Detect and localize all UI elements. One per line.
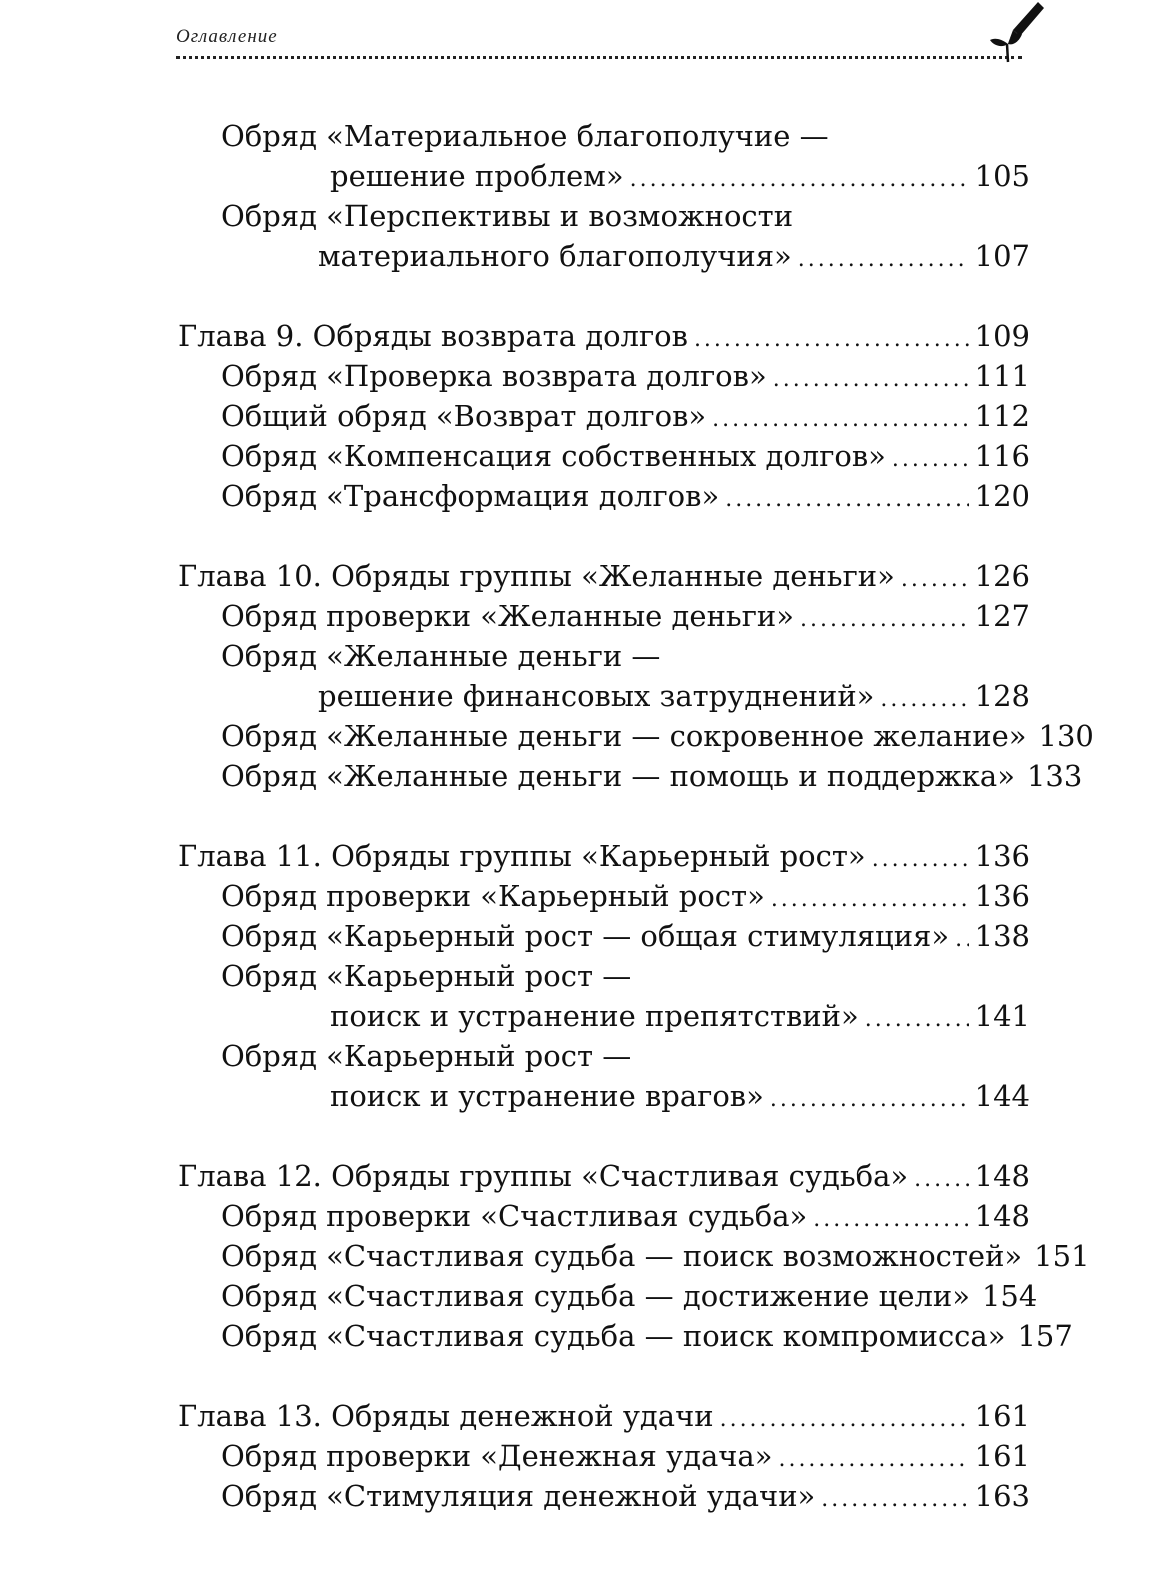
dot-leader	[771, 880, 969, 920]
toc-rite-entry[interactable]	[178, 636, 1030, 716]
toc-entry-title: Обряд «Проверка возврата долгов»	[221, 359, 767, 393]
toc-entry-title-continuation: материального благополучия»	[318, 239, 792, 273]
dot-leader	[630, 160, 969, 200]
toc-chapter-entry[interactable]	[178, 1156, 1030, 1196]
toc-entry-title: Глава 10. Обряды группы «Желанные деньги»	[178, 559, 895, 593]
toc-rite-entry[interactable]	[178, 1236, 1090, 1276]
toc-entry-line	[178, 1236, 1090, 1276]
toc-entry-line	[178, 196, 1030, 236]
toc-entry-title: Обряд проверки «Карьерный рост»	[221, 879, 765, 913]
toc-entry-title: Общий обряд «Возврат долгов»	[221, 399, 707, 433]
dot-leader	[901, 560, 969, 600]
toc-entry-line	[178, 956, 1030, 996]
toc-entry-line	[178, 356, 1030, 396]
toc-entry-title: Обряд «Желанные деньги —	[221, 639, 661, 673]
toc-chapter-entry[interactable]	[178, 1396, 1030, 1436]
toc-chapter-entry[interactable]	[178, 556, 1030, 596]
toc-entry-line	[178, 316, 1030, 356]
toc-page-number: 105	[974, 159, 1030, 193]
toc-rite-entry[interactable]	[178, 716, 1094, 756]
toc-entry-title-continuation: поиск и устранение врагов»	[330, 1079, 764, 1113]
toc-page-number: 111	[974, 359, 1030, 393]
toc-entry-line	[178, 476, 1030, 516]
dot-leader	[800, 600, 969, 640]
toc-entry-continuation	[178, 1076, 1030, 1116]
toc-chapter-entry[interactable]	[178, 836, 1030, 876]
toc-rite-entry[interactable]	[178, 916, 1030, 956]
toc-page-number: 154	[981, 1279, 1038, 1313]
toc-entry-continuation	[178, 236, 1030, 276]
toc-entry-title-continuation: решение финансовых затруднений»	[318, 679, 875, 713]
dot-leader	[773, 360, 969, 400]
toc-page-number: 126	[974, 559, 1030, 593]
toc-rite-entry[interactable]	[178, 1196, 1030, 1236]
toc-entry-title: Глава 11. Обряды группы «Карьерный рост»	[178, 839, 866, 873]
toc-entry-title: Обряд «Материальное благополучие —	[221, 119, 829, 153]
toc-page-number: 107	[974, 239, 1030, 273]
toc-rite-entry[interactable]	[178, 1316, 1073, 1356]
dot-leader	[865, 1000, 969, 1040]
toc-entry-title: Обряд «Стимуляция денежной удачи»	[221, 1479, 816, 1513]
toc-entry-title: Обряд «Компенсация собственных долгов»	[221, 439, 886, 473]
toc-rite-entry[interactable]	[178, 476, 1030, 516]
toc-entry-title-continuation: решение проблем»	[330, 159, 624, 193]
toc-entry-title: Обряд «Счастливая судьба — поиск возможностей»	[221, 1239, 1023, 1273]
toc-entry-title: Обряд «Счастливая судьба — поиск компромисса»	[221, 1319, 1006, 1353]
toc-entry-continuation	[178, 156, 1030, 196]
toc-rite-entry[interactable]	[178, 1436, 1030, 1476]
toc-page-number: 116	[974, 439, 1030, 473]
toc-entry-title: Обряд «Желанные деньги — помощь и поддержка»	[221, 759, 1015, 793]
toc-entry-title: Обряд «Карьерный рост — общая стимуляция»	[221, 919, 950, 953]
toc-rite-entry[interactable]	[178, 196, 1030, 276]
dot-leader	[725, 480, 968, 520]
dot-leader	[770, 1080, 969, 1120]
toc-rite-entry[interactable]	[178, 116, 1030, 196]
toc-page-number: 128	[974, 679, 1030, 713]
toc-page-number: 133	[1026, 759, 1083, 793]
toc-rite-entry[interactable]	[178, 1276, 1038, 1316]
running-header	[176, 24, 1022, 64]
toc-page-number: 130	[1038, 719, 1094, 753]
toc-entry-title: Обряд «Карьерный рост —	[221, 959, 632, 993]
toc-entry-line	[178, 636, 1030, 676]
toc-entry-title: Обряд «Счастливая судьба — достижение цели»	[221, 1279, 970, 1313]
toc-entry-title: Обряд «Карьерный рост —	[221, 1039, 632, 1073]
toc-entry-line	[178, 596, 1030, 636]
toc-entry-title: Обряд проверки «Счастливая судьба»	[221, 1199, 808, 1233]
toc-page-number: 141	[974, 999, 1030, 1033]
toc-entry-continuation	[178, 996, 1030, 1036]
toc-rite-entry[interactable]	[178, 436, 1030, 476]
toc-rite-entry[interactable]	[178, 1476, 1030, 1516]
toc-entry-line	[178, 436, 1030, 476]
toc-entry-line	[178, 1036, 1030, 1076]
dot-leader	[892, 440, 969, 480]
toc-rite-entry[interactable]	[178, 1036, 1030, 1116]
toc-entry-line	[178, 716, 1094, 756]
header-title: Оглавление	[176, 26, 278, 47]
toc-entry-line	[178, 756, 1083, 796]
toc-page-number: 157	[1017, 1319, 1073, 1353]
toc-entry-line	[178, 876, 1030, 916]
toc-entry-line	[178, 1156, 1030, 1196]
dot-leader	[821, 1480, 968, 1520]
toc-entry-line	[178, 116, 1030, 156]
toc-page-number: 112	[974, 399, 1030, 433]
toc-page-number: 136	[974, 879, 1030, 913]
toc-entry-continuation	[178, 676, 1030, 716]
toc-rite-entry[interactable]	[178, 756, 1083, 796]
dot-leader	[694, 320, 969, 360]
dot-leader	[778, 1440, 968, 1480]
dot-leader	[955, 920, 969, 960]
toc-entry-line	[178, 836, 1030, 876]
toc-entry-line	[178, 1436, 1030, 1476]
toc-entry-line	[178, 1396, 1030, 1436]
toc-entry-line	[178, 916, 1030, 956]
toc-page-number: 138	[974, 919, 1030, 953]
toc-page-number: 109	[974, 319, 1030, 353]
toc-entry-line	[178, 396, 1030, 436]
dot-leader	[798, 240, 969, 280]
dot-leader	[720, 1400, 969, 1440]
toc-page-number: 136	[974, 839, 1030, 873]
toc-entry-line	[178, 1276, 1038, 1316]
dot-leader	[880, 680, 968, 720]
dot-leader	[872, 840, 969, 880]
toc-page-number: 148	[974, 1159, 1030, 1193]
toc-entry-title: Обряд «Перспективы и возможности	[221, 199, 794, 233]
dot-leader	[813, 1200, 968, 1240]
toc-page-number: 163	[974, 1479, 1030, 1513]
toc-entry-title: Глава 9. Обряды возврата долгов	[178, 319, 688, 353]
toc-entry-title: Обряд «Трансформация долгов»	[221, 479, 720, 513]
toc-entry-line	[178, 1196, 1030, 1236]
toc-page-number: 144	[974, 1079, 1030, 1113]
toc-entry-title: Глава 13. Обряды денежной удачи	[178, 1399, 714, 1433]
toc-entry-line	[178, 556, 1030, 596]
toc-entry-title: Глава 12. Обряды группы «Счастливая судьба»	[178, 1159, 909, 1193]
toc-entry-line	[178, 1316, 1073, 1356]
toc-page-number: 151	[1034, 1239, 1090, 1273]
toc-page-number: 161	[974, 1399, 1030, 1433]
toc-entry-title: Обряд проверки «Денежная удача»	[221, 1439, 773, 1473]
toc-rite-entry[interactable]	[178, 876, 1030, 916]
toc-rite-entry[interactable]	[178, 356, 1030, 396]
toc-entry-title-continuation: поиск и устранение препятствий»	[330, 999, 859, 1033]
toc-rite-entry[interactable]	[178, 396, 1030, 436]
toc-page-number: 127	[974, 599, 1030, 633]
pen-sprout-icon	[986, 0, 1046, 66]
toc-entry-title: Обряд проверки «Желанные деньги»	[221, 599, 794, 633]
header-dotted-rule	[176, 56, 1022, 59]
toc-page-number: 120	[974, 479, 1030, 513]
toc-entry-title: Обряд «Желанные деньги — сокровенное желание»	[221, 719, 1027, 753]
toc-page-number: 161	[974, 1439, 1030, 1473]
toc-rite-entry[interactable]	[178, 956, 1030, 1036]
dot-leader	[914, 1160, 969, 1200]
toc-rite-entry[interactable]	[178, 596, 1030, 636]
table-of-contents	[178, 116, 1094, 1516]
dot-leader	[712, 400, 968, 440]
toc-chapter-entry[interactable]	[178, 316, 1030, 356]
toc-page-number: 148	[974, 1199, 1030, 1233]
toc-entry-line	[178, 1476, 1030, 1516]
